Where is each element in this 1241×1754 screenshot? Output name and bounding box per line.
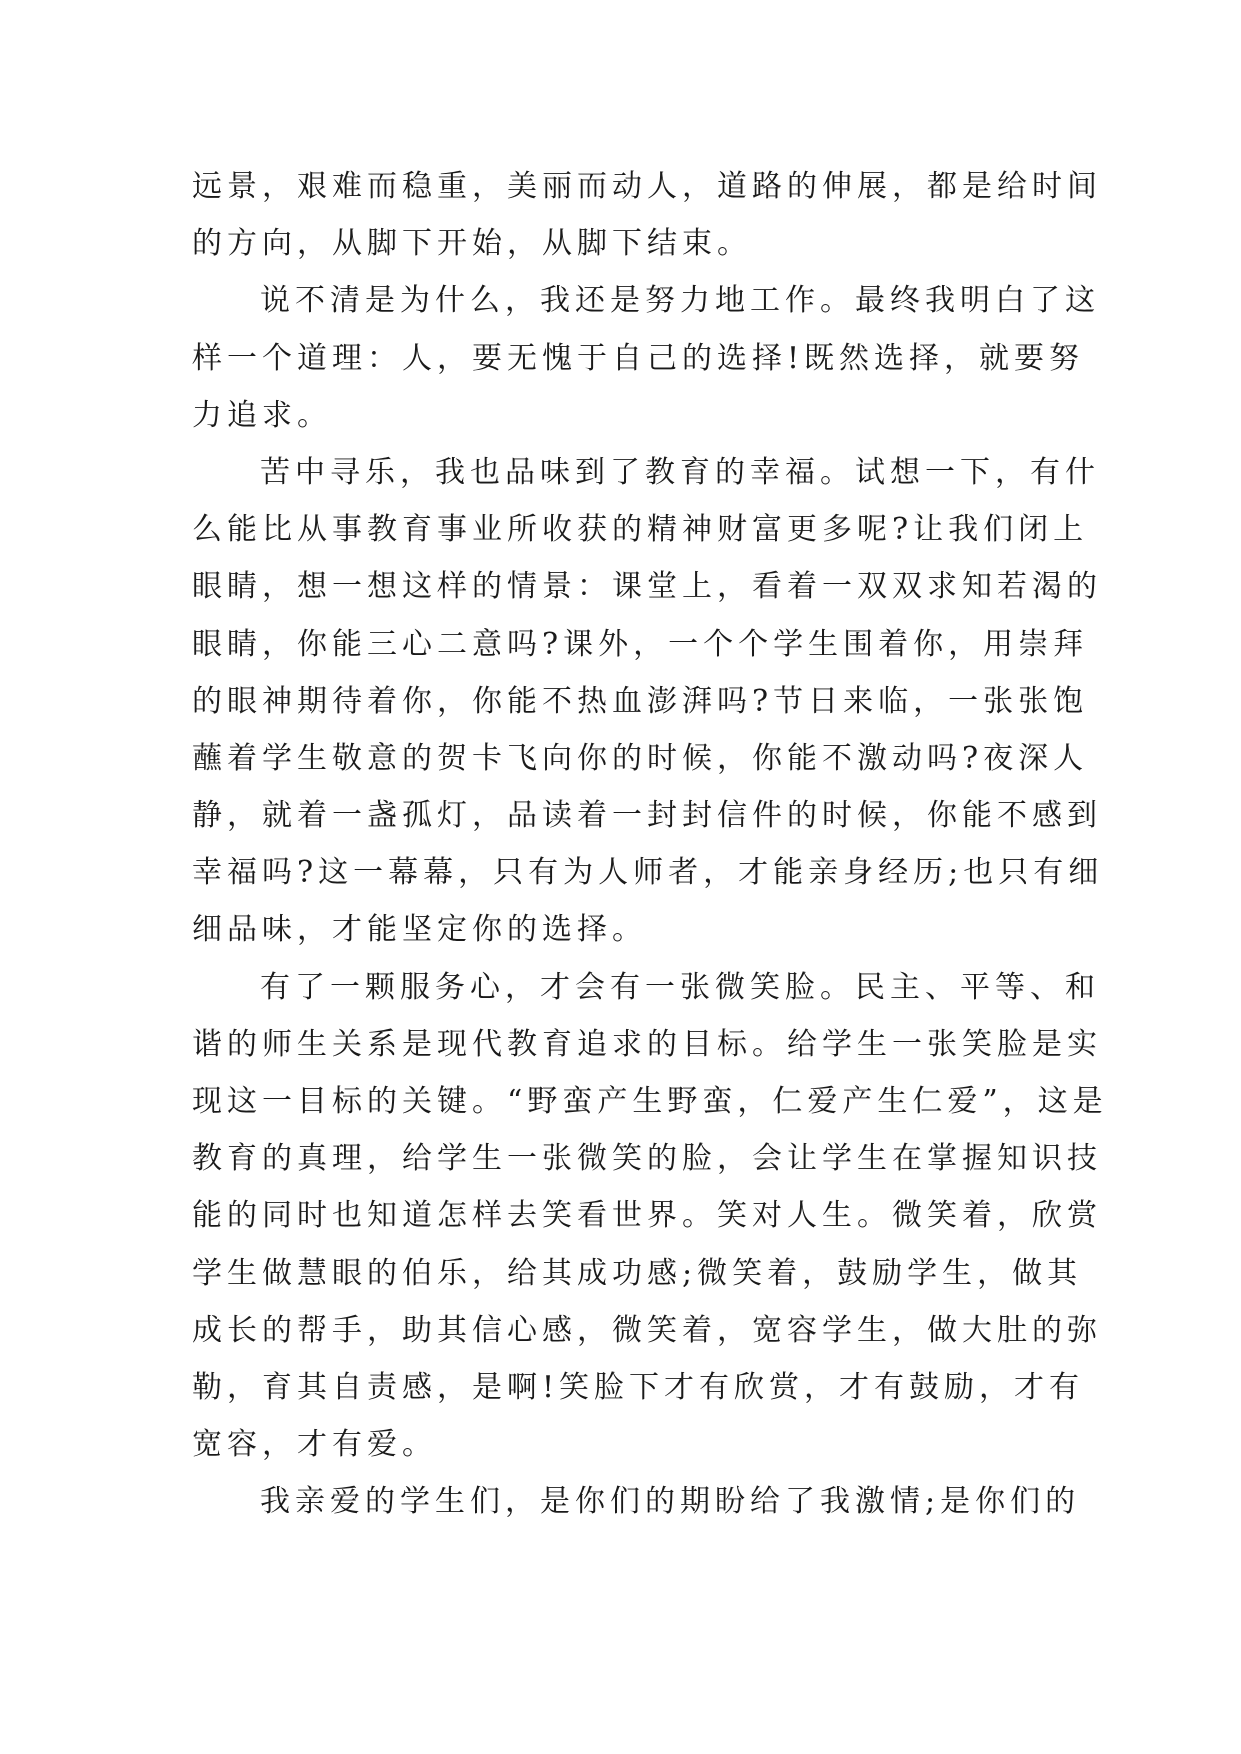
text-line: 能的同时也知道怎样去笑看世界。笑对人生。微笑着，欣赏 (192, 1198, 1102, 1234)
text-line: 蘸着学生敬意的贺卡飞向你的时候，你能不激动吗?夜深人 (192, 740, 1089, 776)
document-body (192, 158, 1108, 1531)
text-line: 教育的真理，给学生一张微笑的脸，会让学生在掌握知识技 (192, 1141, 1102, 1177)
text-line: 么能比从事教育事业所收获的精神财富更多呢?让我们闭上 (192, 512, 1089, 548)
text-line: 成长的帮手，助其信心感，微笑着，宽容学生，做大肚的弥 (192, 1312, 1102, 1348)
paragraph-start-line: 我亲爱的学生们，是你们的期盼给了我激情;是你们的 (260, 1484, 1081, 1520)
text-line: 的眼神期待着你，你能不热血澎湃吗?节日来临，一张张饱 (192, 683, 1089, 719)
text-line: 眼睛，想一想这样的情景：课堂上，看着一双双求知若渴的 (192, 569, 1102, 605)
text-line: 眼睛，你能三心二意吗?课外，一个个学生围着你，用崇拜 (192, 626, 1089, 662)
paragraph-start-line: 说不清是为什么，我还是努力地工作。最终我明白了这 (260, 283, 1100, 319)
paragraph-start-line: 有了一颗服务心，才会有一张微笑脸。民主、平等、和 (260, 969, 1100, 1005)
text-line: 勒，育其自责感，是啊!笑脸下才有欣赏，才有鼓励，才有 (192, 1369, 1085, 1405)
text-line: 静，就着一盏孤灯，品读着一封封信件的时候，你能不感到 (192, 798, 1102, 834)
text-line: 力追求。 (192, 397, 332, 433)
text-line: 谐的师生关系是现代教育追求的目标。给学生一张笑脸是实 (192, 1026, 1102, 1062)
text-line: 远景，艰难而稳重，美丽而动人，道路的伸展，都是给时间 (192, 169, 1102, 204)
text-line: 细品味，才能坚定你的选择。 (192, 912, 647, 948)
text-line: 现这一目标的关键。“野蛮产生野蛮，仁爱产生仁爱”，这是 (192, 1084, 1108, 1119)
paragraph-start-line: 苦中寻乐，我也品味到了教育的幸福。试想一下，有什 (260, 454, 1100, 490)
text-line: 的方向，从脚下开始，从脚下结束。 (192, 226, 752, 262)
text-line: 宽容，才有爱。 (192, 1427, 437, 1463)
text-line: 样一个道理：人，要无愧于自己的选择!既然选择，就要努 (192, 340, 1085, 376)
text-line: 学生做慧眼的伯乐，给其成功感;微笑着，鼓励学生，做其 (192, 1255, 1083, 1291)
text-line: 幸福吗?这一幕幕，只有为人师者，才能亲身经历;也只有细 (192, 855, 1104, 891)
